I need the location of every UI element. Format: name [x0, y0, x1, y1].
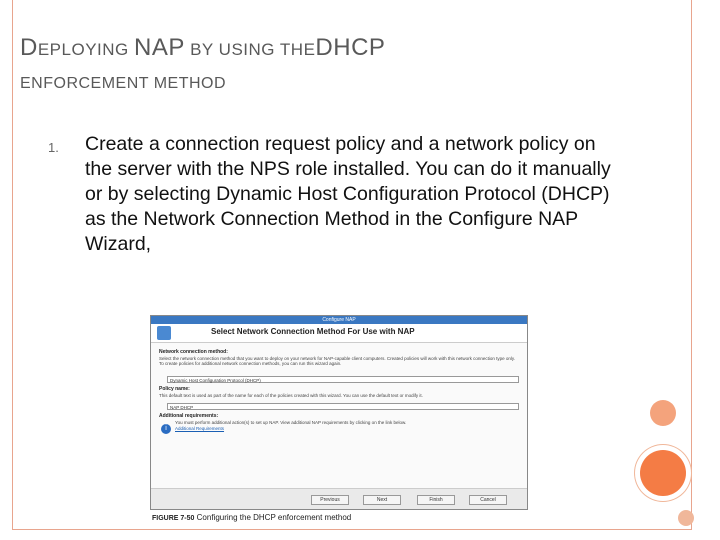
section-policy-name-label: Policy name:: [159, 386, 190, 392]
section-policy-name-text: This default text is used as part of the name for each of the policies created with this wizard. You can use the default text or modify it.: [159, 392, 423, 398]
slide-title: [20, 36, 620, 92]
wizard-button-bar: [151, 488, 527, 509]
finish-button[interactable]: Finish: [417, 495, 455, 505]
section-additional-requirements-text: You must perform additional action(s) to set up NAP. View additional NAP requirements by clicking on the link below.: [175, 420, 407, 425]
decorative-circle-small: [678, 510, 694, 526]
title-line-1: DEPLOYING NAP BY USING THEDHCP: [20, 34, 386, 61]
additional-requirements-link[interactable]: Additional Requirements: [175, 425, 225, 431]
title-line-2: ENFORCEMENT METHOD: [20, 75, 227, 92]
section-connection-method: [159, 349, 519, 367]
cancel-button[interactable]: Cancel: [469, 495, 507, 505]
wizard-heading-text: Select Network Connection Method For Use with NAP: [211, 327, 415, 336]
section-additional-requirements-label: Additional requirements:: [159, 413, 219, 419]
info-icon: i: [161, 424, 171, 434]
previous-button[interactable]: Previous: [311, 495, 349, 505]
wizard-icon: [157, 326, 171, 340]
section-policy-name: [159, 386, 519, 398]
section-additional-requirements: [159, 413, 519, 420]
figure-caption-text: Configuring the DHCP enforcement method: [196, 513, 352, 522]
connection-method-dropdown[interactable]: Dynamic Host Configuration Protocol (DHCP): [167, 376, 519, 383]
list-item-text: Create a connection request policy and a network policy on the server with the NPS role installed. You can do it manually or by selecting Dynamic Host Configuration Protocol (DHCP) as the Network Connection Method in the Configure NAP Wizard,: [85, 133, 611, 255]
window-titlebar: Configure NAP: [151, 316, 527, 324]
decorative-circle-large: [640, 450, 686, 496]
section-additional-requirements-body: [175, 420, 515, 431]
section-connection-method-text: Select the network connection method that you want to deploy on your network for NAP-capable client computers. Created policies will work with this network connection type only. To create policies for additional network connection methods, you can run this wizard again.: [159, 355, 516, 366]
wizard-screenshot: [150, 315, 528, 510]
next-button[interactable]: Next: [363, 495, 401, 505]
policy-name-input[interactable]: NAP DHCP: [167, 403, 519, 410]
list-number: 1.: [48, 140, 59, 155]
decorative-circle-medium: [650, 400, 676, 426]
section-connection-method-label: Network connection method:: [159, 349, 228, 355]
wizard-heading: [151, 324, 527, 343]
figure-caption: [152, 513, 351, 522]
figure-caption-label: FIGURE 7-50: [152, 515, 195, 522]
